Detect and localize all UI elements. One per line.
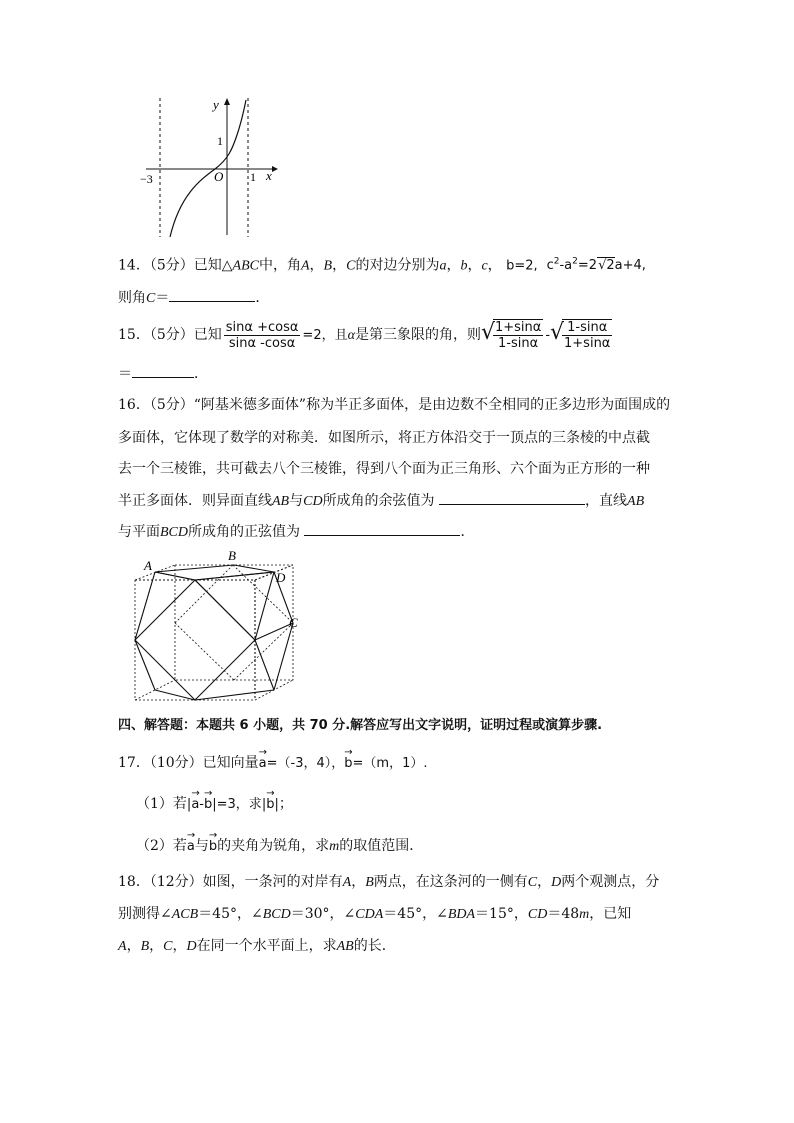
q16-text: 去一个三棱锥，共可截去八个三棱锥，得到八个面为正三角形、六个面为正方形的一种: [118, 461, 650, 477]
q18-punct: ，: [351, 874, 366, 890]
q16-text: 与: [289, 493, 304, 509]
q15-root-1: [481, 318, 545, 352]
q17-p2-text: 的夹角为锐角，求: [217, 838, 330, 854]
question-17-part-2: [136, 836, 423, 857]
q17-vector-a: → a: [259, 754, 267, 774]
q16-answer-blank-2[interactable]: [304, 521, 460, 536]
q17-p2-with: 与: [194, 838, 209, 854]
question-17-line-1: [118, 753, 428, 774]
q18-punct: ，: [149, 938, 164, 954]
q14-angle-a: A: [300, 258, 310, 274]
y-axis-label: y: [213, 97, 219, 112]
q18-text: 两个观测点，分: [561, 874, 660, 890]
q16-text: ，直线: [585, 493, 628, 509]
origin-label: O: [214, 169, 224, 184]
q14-text: 则角: [118, 290, 146, 306]
q15-given-fraction: [224, 320, 301, 351]
cube-hidden-edges: [135, 565, 293, 700]
q16-period: ．: [460, 524, 475, 540]
q14-minus-a: -a: [559, 258, 573, 274]
q18-angle-bcd: BCD: [262, 907, 291, 922]
q17-text: 已知向量: [202, 755, 259, 771]
q14-angle-c: C: [146, 291, 156, 306]
q17-abs: |: [212, 797, 217, 812]
q16-text: 与平面: [118, 524, 160, 540]
q17-p1-label: （1）若: [136, 796, 187, 812]
question-16-line-1: [118, 395, 670, 415]
q17-p1-end: ；: [278, 796, 293, 812]
q18-text: ＝48: [547, 906, 580, 922]
q14-exp: 2: [553, 257, 560, 267]
q18-text: 在同一个水平面上，求: [196, 938, 337, 954]
q14-side-c: c: [481, 258, 488, 274]
question-18-line-1: [118, 872, 659, 893]
q14-text: 中，角: [258, 257, 301, 274]
q16-answer-blank-1[interactable]: [439, 490, 585, 505]
question-16-line-5: [118, 521, 474, 543]
q14-eq: =2: [577, 258, 598, 274]
q18-text: 的长．: [353, 938, 396, 954]
q17-vector-b-value: =（m，1）.: [352, 756, 428, 771]
q15-alpha: α: [347, 328, 355, 343]
q14-angle-b: B: [323, 258, 333, 274]
q15-period: ．: [194, 366, 208, 382]
question-14-line-1: [118, 252, 646, 276]
section-4-heading: 四、解答题：本题共 6 小题，共 70 分.解答应写出文字说明，证明过程或演算步骤.: [118, 718, 603, 733]
y-axis-arrow-icon: [224, 98, 230, 105]
q16-number: 16．: [118, 397, 150, 413]
question-16-line-3: [118, 459, 650, 479]
polyhedron-figure: [130, 548, 310, 708]
q16-text: 半正多面体．则异面直线: [118, 493, 272, 509]
q16-score: （5分）: [149, 397, 194, 413]
q18-angle-cda: CDA: [355, 907, 384, 922]
q18-point-d: D: [551, 875, 562, 890]
q18-text: ＝45°，∠: [383, 906, 448, 922]
q18-point-b: B: [365, 875, 374, 890]
vertex-label-b: B: [228, 548, 236, 563]
tick-label-y-one: 1: [217, 134, 223, 148]
q18-segment-cd: CD: [527, 907, 548, 922]
q18-punct: ，: [172, 938, 187, 954]
q14-sqrt-2: √2: [598, 258, 615, 274]
q17-number: 17．: [118, 755, 150, 771]
q17-abs: |: [261, 797, 267, 812]
q16-bcd: BCD: [160, 525, 188, 540]
q17-p1-eq: =3，求: [216, 797, 262, 812]
q17-p2-vector-b: → b: [209, 837, 217, 857]
q15-minus: -: [545, 328, 551, 343]
function-graph-figure: [140, 95, 280, 240]
q16-text: 多面体，它体现了数学的对称美．如图所示，将正方体沿交于一顶点的三条棱的中点截: [118, 430, 650, 446]
question-15-line-1: [118, 318, 614, 353]
q14-text: 的对边分别为: [355, 257, 440, 274]
q17-p2-end: 的取值范围．: [339, 838, 424, 854]
q17-vector-b: → b: [344, 754, 352, 774]
q18-point-a: A: [118, 939, 127, 954]
radical-icon: √: [480, 320, 495, 345]
q17-abs: |: [274, 797, 279, 812]
q17-p2-vector-a: → a: [187, 837, 195, 857]
q18-text: ＝30°，∠: [290, 906, 356, 922]
q15-numerator: sinα +cosα: [225, 319, 299, 335]
q14-punct: ，: [332, 257, 347, 274]
q16-text: 所成角的正弦值为: [188, 524, 300, 540]
q15-root-2: [550, 318, 614, 352]
q18-text: ＝45°，∠: [198, 906, 263, 922]
question-16-line-4: [118, 490, 644, 512]
q14-period: ．: [255, 290, 270, 306]
q18-punct: ，: [126, 938, 141, 954]
vertex-label-c: C: [289, 615, 298, 630]
q14-side-b: b: [460, 258, 468, 274]
q18-text: ＝15°，: [475, 906, 528, 922]
q15-text: 已知: [193, 327, 222, 343]
q14-side-a: a: [439, 258, 447, 274]
q18-point-c: C: [163, 939, 173, 954]
q17-p1-vector-b2: → b: [266, 795, 274, 815]
q18-point-a: A: [342, 875, 352, 890]
q14-eq-sign: ＝: [155, 290, 170, 306]
q14-punct: ，: [446, 257, 461, 274]
q18-point-d: D: [186, 939, 197, 954]
tick-label-neg3: −3: [140, 172, 153, 186]
q16-ab: AB: [627, 494, 645, 509]
q17-score: （10分）: [149, 755, 203, 771]
q14-text: 已知△: [193, 257, 233, 274]
q14-punct: ，: [467, 257, 482, 274]
q15-text: 是第三象限的角，则: [354, 327, 481, 343]
q17-vector-a-value: =（-3，4），: [266, 756, 345, 771]
q14-condition-1: b=2,: [506, 258, 538, 274]
q18-point-c: C: [527, 875, 538, 890]
q14-angle-c: C: [346, 258, 356, 274]
q14-condition-2: [547, 258, 646, 273]
q14-sqrt-value: 2: [606, 258, 615, 274]
radical-icon: √: [550, 320, 565, 345]
question-16-line-2: [118, 428, 650, 448]
q17-p1-minus: -: [199, 797, 204, 812]
q18-angle-acb: ACB: [171, 907, 199, 922]
q16-text: “阿基米德多面体”称为半正多面体，是由边数不全相同的正多边形为面围成的: [193, 397, 671, 413]
vertex-label-a: A: [144, 558, 152, 573]
q15-answer-blank[interactable]: [132, 363, 194, 378]
question-18-line-2: [118, 904, 631, 925]
q14-tail: a+4,: [614, 258, 646, 274]
q15-score: （5分）: [149, 327, 194, 343]
q15-root-2-fraction: [562, 319, 612, 351]
q17-p1-vector-b: → b: [204, 795, 212, 815]
q15-number: 15．: [118, 327, 150, 343]
q18-number: 18．: [118, 874, 150, 890]
q15-root-1-fraction: [493, 319, 543, 351]
q14-exp: 2: [572, 257, 578, 267]
q18-text: 如图，一条河的对岸有: [202, 874, 343, 890]
q18-text: 别测得∠: [118, 906, 172, 922]
tick-label-x-one: 1: [250, 170, 256, 184]
q14-answer-blank[interactable]: [169, 287, 255, 302]
q14-c: c: [546, 258, 554, 274]
q18-angle-bda: BDA: [447, 907, 476, 922]
question-17-part-1: [136, 794, 293, 815]
question-18-line-3: [118, 936, 396, 957]
q15-root-1-den: 1-sinα: [498, 336, 539, 351]
q15-eq: =2，且: [302, 328, 348, 343]
q14-punct: ，: [487, 257, 502, 274]
x-axis-arrow-icon: [272, 166, 278, 172]
q14-number: 14．: [118, 257, 150, 274]
q15-root-2-num: 1-sinα: [562, 320, 612, 336]
q17-p1-vector-a: → a: [191, 795, 199, 815]
question-15-line-2: [118, 363, 208, 384]
q18-score: （12分）: [149, 874, 203, 890]
q17-abs: |: [186, 797, 192, 812]
x-axis-label: x: [266, 168, 272, 183]
q18-text: 两点，在这条河的一侧有: [373, 874, 528, 890]
q16-ab: AB: [272, 494, 290, 509]
q16-text: 所成角的余弦值为: [322, 493, 435, 509]
q18-text: ，已知: [589, 906, 632, 922]
q16-cd: CD: [303, 494, 323, 509]
q15-root-1-num: 1+sinα: [494, 320, 542, 335]
q14-abc: ABC: [232, 258, 259, 274]
q15-denominator: sinα -cosα: [228, 335, 296, 351]
q14-score: （5分）: [149, 257, 194, 274]
q15-root-2-den: 1+sinα: [564, 336, 611, 351]
q17-p2-m: m: [329, 839, 340, 854]
q18-point-b: B: [140, 939, 150, 954]
vertex-label-d: D: [276, 570, 286, 585]
q18-unit-m: m: [579, 907, 590, 922]
q15-eq-sign: ＝: [118, 366, 132, 382]
q18-punct: ，: [537, 874, 552, 890]
q14-punct: ，: [309, 257, 324, 274]
question-14-line-2: [118, 287, 269, 309]
q17-p2-label: （2）若: [136, 838, 187, 854]
q18-segment-ab: AB: [336, 939, 354, 954]
